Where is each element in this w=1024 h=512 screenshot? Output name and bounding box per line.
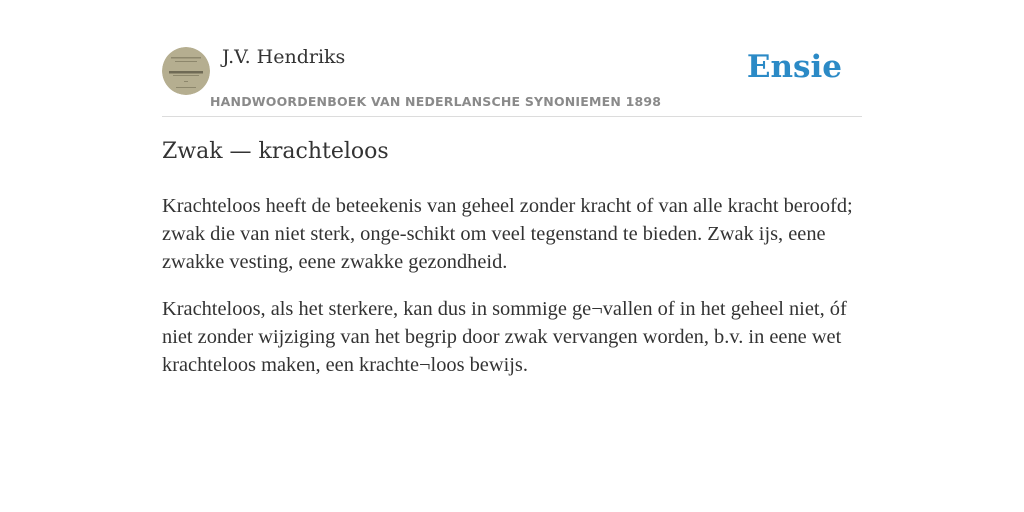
entry-body xyxy=(162,192,864,398)
entry-paragraph: Krachteloos, als het sterkere, kan dus in sommige ge¬vallen of in het geheel niet, óf niet zonder wijziging van het begrip door zwak vervangen worden, b.v. in eene wet krachteloos maken, een krachte¬loos bewijs. xyxy=(162,298,847,376)
brand-logo[interactable]: Ensie xyxy=(746,49,842,85)
book-cover-image xyxy=(162,47,210,95)
entry-title: Zwak — krachteloos xyxy=(162,139,389,164)
author-name[interactable]: J.V. Hendriks xyxy=(222,46,346,68)
header xyxy=(162,44,862,117)
source-title[interactable]: HANDWOORDENBOEK VAN NEDERLANSCHE SYNONIEMEN 1898 xyxy=(210,94,662,109)
book-cover-avatar[interactable] xyxy=(162,47,210,95)
entry-paragraph: Krachteloos heeft de beteekenis van geheel zonder kracht of van alle kracht beroofd; zwak die van niet sterk, onge-schikt om veel tegenstand te bieden. Zwak ijs, eene zwakke vesting, eene zwakke gezondheid. xyxy=(162,195,853,273)
